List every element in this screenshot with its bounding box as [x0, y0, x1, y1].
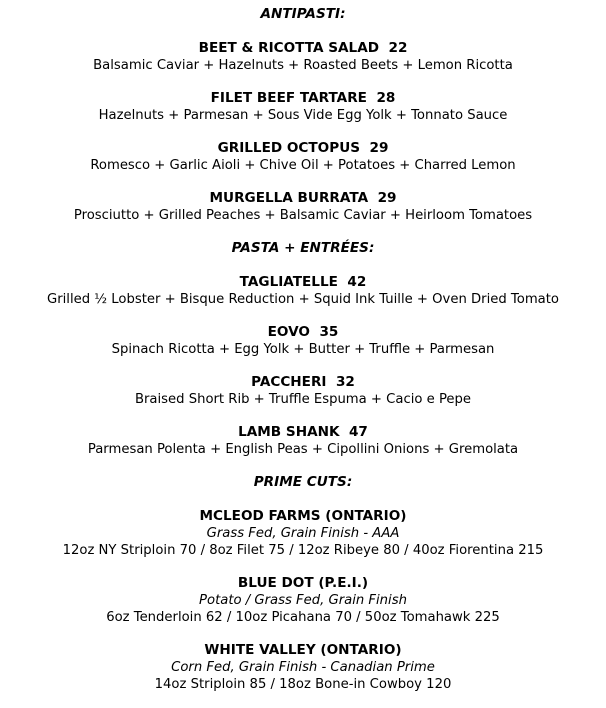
prime-cut	[0, 575, 606, 626]
item-description: Grilled ½ Lobster + Bisque Reduction + Squid Ink Tuille + Oven Dried Tomato	[47, 292, 559, 307]
item-price: 29	[377, 190, 397, 206]
cut-name: WHITE VALLEY (ONTARIO)	[204, 642, 402, 658]
cut-subtitle: Grass Fed, Grain Finish - AAA	[206, 526, 400, 541]
menu-item	[0, 140, 606, 174]
item-price: 29	[369, 140, 389, 156]
menu-item	[0, 40, 606, 74]
item-name: BEET & RICOTTA SALAD 22	[198, 40, 408, 56]
section-title-antipasti: ANTIPASTI:	[260, 6, 346, 22]
menu-item	[0, 190, 606, 224]
item-description: Prosciutto + Grilled Peaches + Balsamic Caviar + Heirloom Tomatoes	[73, 208, 533, 223]
prime-cut	[0, 508, 606, 559]
menu-item	[0, 374, 606, 408]
item-description: Romesco + Garlic Aioli + Chive Oil + Potatoes + Charred Lemon	[90, 158, 516, 173]
cut-subtitle: Potato / Grass Fed, Grain Finish	[199, 593, 407, 608]
cut-name: MCLEOD FARMS (ONTARIO)	[199, 508, 407, 524]
cut-name: BLUE DOT (P.E.I.)	[237, 575, 369, 591]
item-name: PACCHERI 32	[251, 374, 355, 390]
cut-prices: 6oz Tenderloin 62 / 10oz Picahana 70 / 50oz Tomahawk 225	[106, 610, 500, 625]
item-price: 22	[388, 40, 408, 56]
item-price: 28	[376, 90, 396, 106]
menu-item	[0, 324, 606, 358]
item-price: 35	[319, 324, 339, 340]
item-price: 42	[347, 274, 367, 290]
prime-cut	[0, 642, 606, 693]
item-description: Braised Short Rib + Truffle Espuma + Cacio e Pepe	[134, 392, 472, 407]
item-name: GRILLED OCTOPUS 29	[217, 140, 389, 156]
item-description: Parmesan Polenta + English Peas + Cipollini Onions + Gremolata	[87, 442, 519, 457]
item-description: Hazelnuts + Parmesan + Sous Vide Egg Yolk + Tonnato Sauce	[98, 108, 508, 123]
menu-item	[0, 424, 606, 458]
section-title-pasta: PASTA + ENTRÉES:	[231, 240, 375, 256]
section-title-prime-cuts: PRIME CUTS:	[253, 474, 353, 490]
item-name: TAGLIATELLE 42	[239, 274, 367, 290]
item-name: EOVO 35	[267, 324, 339, 340]
item-name: LAMB SHANK 47	[238, 424, 368, 440]
item-description: Spinach Ricotta + Egg Yolk + Butter + Truffle + Parmesan	[111, 342, 495, 357]
cut-prices: 14oz Striploin 85 / 18oz Bone-in Cowboy 120	[154, 677, 452, 692]
item-name: FILET BEEF TARTARE 28	[210, 90, 396, 106]
item-price: 47	[348, 424, 368, 440]
item-price: 32	[335, 374, 355, 390]
item-name: MURGELLA BURRATA 29	[209, 190, 397, 206]
cut-prices: 12oz NY Striploin 70 / 8oz Filet 75 / 12oz Ribeye 80 / 40oz Fiorentina 215	[62, 543, 544, 558]
menu-item	[0, 90, 606, 124]
cut-subtitle: Corn Fed, Grain Finish - Canadian Prime	[171, 660, 435, 675]
menu-item	[0, 274, 606, 308]
item-description: Balsamic Caviar + Hazelnuts + Roasted Beets + Lemon Ricotta	[93, 58, 513, 73]
